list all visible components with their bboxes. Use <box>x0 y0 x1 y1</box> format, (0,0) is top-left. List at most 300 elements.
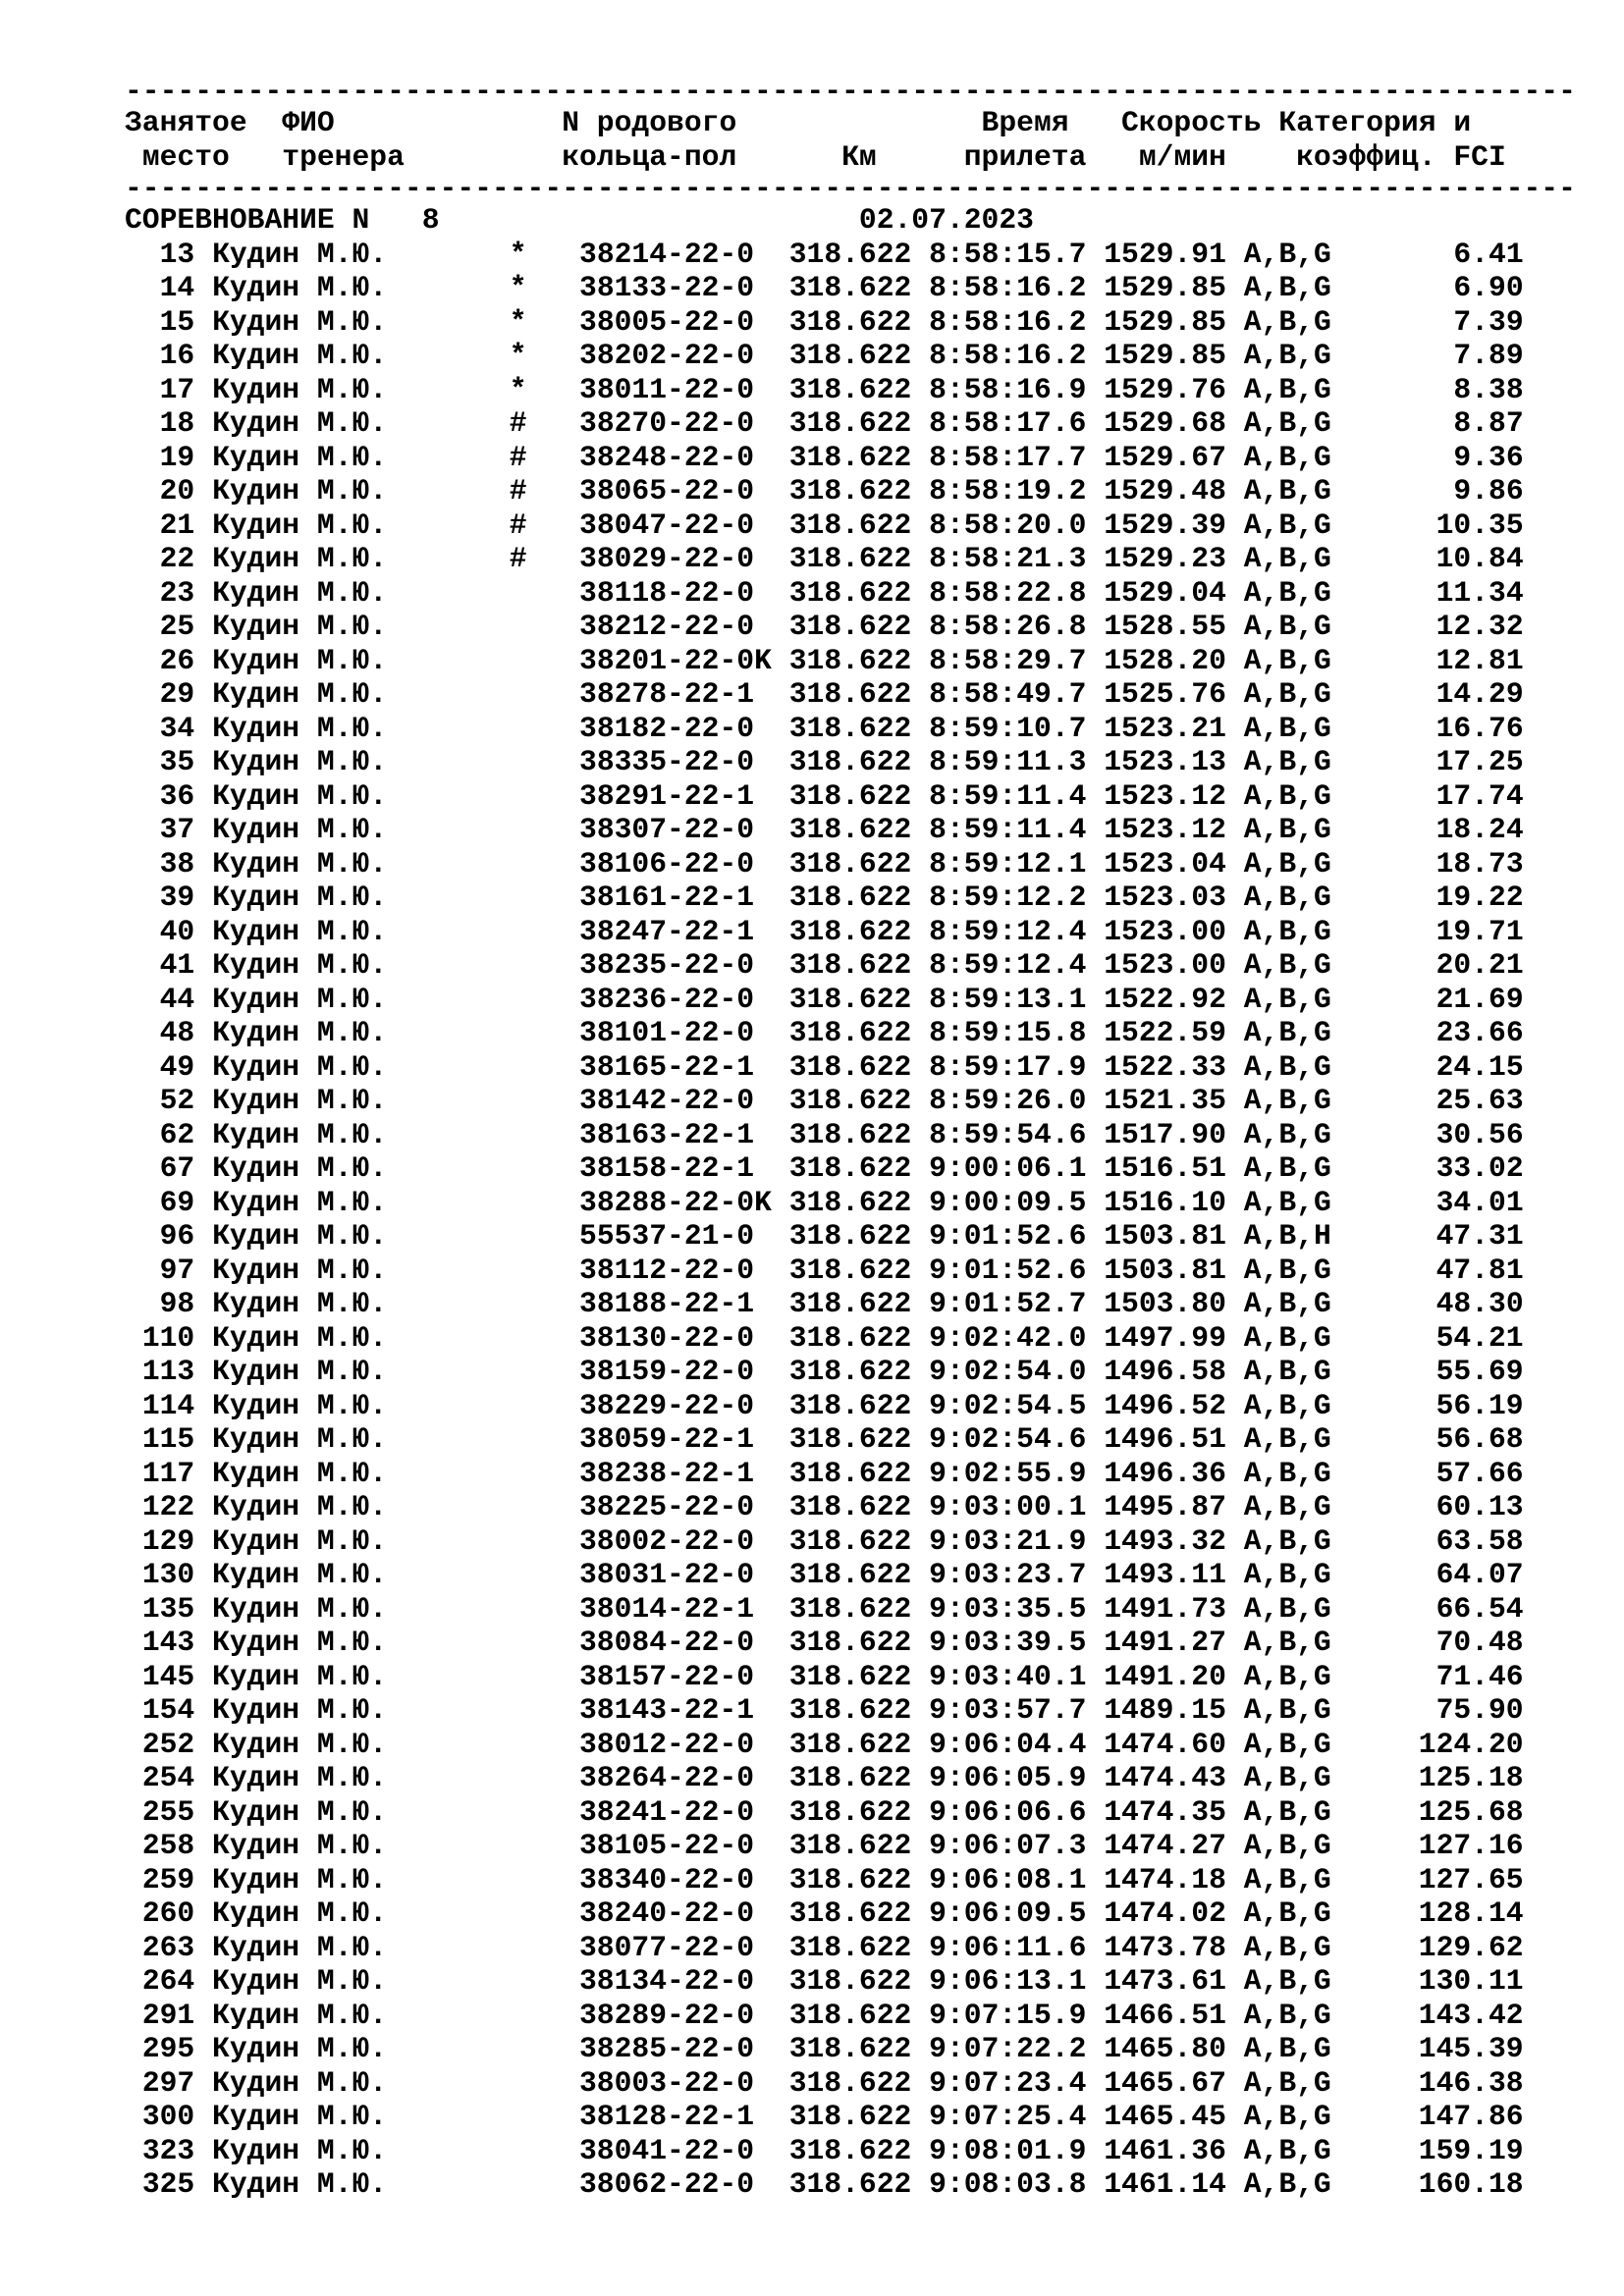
row-time: 8:58:16.2 <box>929 304 1087 339</box>
row-place: 114 <box>141 1388 195 1422</box>
row-ring: 38134-22-0 <box>579 1964 755 1998</box>
row-place: 25 <box>159 610 195 643</box>
header-bottom-rule: ----------------------------------------------------------------------------------- <box>125 172 1576 205</box>
row-speed: 1495.87 <box>1104 1490 1226 1523</box>
row-time: 9:07:22.2 <box>929 2032 1087 2065</box>
row-speed: 1529.85 <box>1104 339 1226 372</box>
row-km: 318.622 <box>788 507 912 542</box>
row-place: 129 <box>141 1523 195 1558</box>
row-km: 318.622 <box>788 542 912 575</box>
row-place: 34 <box>159 711 195 745</box>
row-coach: Кудин М.Ю. <box>212 1422 388 1456</box>
row-km: 318.622 <box>788 474 912 507</box>
row-time: 9:06:07.3 <box>929 1829 1087 1862</box>
row-category: A,B,G <box>1243 2065 1331 2100</box>
row-time: 8:58:19.2 <box>929 474 1087 507</box>
row-time: 8:58:16.9 <box>929 372 1087 406</box>
row-ring: 38289-22-0 <box>579 1998 755 2032</box>
row-coach: Кудин М.Ю. <box>212 677 388 711</box>
row-mark: * <box>509 372 527 406</box>
row-km: 318.622 <box>788 372 912 406</box>
row-km: 318.622 <box>788 2065 912 2100</box>
row-speed: 1529.68 <box>1104 406 1226 440</box>
row-fci: 128.14 <box>1418 1896 1524 1930</box>
row-ring: 38077-22-0 <box>579 1930 755 1964</box>
header-line-2 <box>125 140 1597 175</box>
row-category: A,B,G <box>1243 339 1331 372</box>
row-time: 9:02:54.6 <box>929 1422 1087 1456</box>
table-row <box>125 271 1597 305</box>
row-place: 145 <box>141 1659 195 1693</box>
row-category: A,B,G <box>1243 1117 1331 1151</box>
row-km: 318.622 <box>788 610 912 643</box>
row-place: 13 <box>159 237 195 271</box>
row-ring: 38118-22-0 <box>579 575 755 610</box>
row-km: 318.622 <box>788 1253 912 1287</box>
row-ring: 38201-22-0K <box>579 643 772 677</box>
row-km: 318.622 <box>788 1287 912 1320</box>
row-coach: Кудин М.Ю. <box>212 339 388 372</box>
row-place: 113 <box>141 1355 195 1388</box>
row-place: 264 <box>141 1964 195 1998</box>
row-time: 8:59:12.1 <box>929 846 1087 881</box>
row-km: 318.622 <box>788 982 912 1016</box>
row-time: 9:02:55.9 <box>929 1456 1087 1490</box>
row-category: A,B,G <box>1243 1964 1331 1998</box>
row-km: 318.622 <box>788 2100 912 2133</box>
row-coach: Кудин М.Ю. <box>212 1253 388 1287</box>
table-row <box>125 441 1597 475</box>
table-row <box>125 1186 1597 1220</box>
row-fci: 6.41 <box>1453 237 1524 271</box>
row-speed: 1522.59 <box>1104 1016 1226 1049</box>
row-coach: Кудин М.Ю. <box>212 1320 388 1355</box>
table-row <box>125 1050 1597 1085</box>
row-speed: 1523.00 <box>1104 948 1226 982</box>
row-ring: 38011-22-0 <box>579 372 755 406</box>
row-coach: Кудин М.Ю. <box>212 1084 388 1117</box>
row-ring: 38335-22-0 <box>579 745 755 778</box>
row-time: 9:06:11.6 <box>929 1930 1087 1964</box>
row-coach: Кудин М.Ю. <box>212 1117 388 1151</box>
row-coach: Кудин М.Ю. <box>212 2065 388 2100</box>
row-fci: 25.63 <box>1435 1084 1524 1117</box>
row-mark: # <box>509 440 527 474</box>
row-ring: 38165-22-1 <box>579 1049 755 1084</box>
row-place: 21 <box>159 507 195 542</box>
row-km: 318.622 <box>788 1185 912 1219</box>
row-time: 8:59:10.7 <box>929 711 1087 745</box>
row-ring: 38236-22-0 <box>579 982 755 1016</box>
row-fci: 125.18 <box>1418 1761 1524 1794</box>
row-time: 8:59:11.4 <box>929 778 1087 813</box>
row-speed: 1523.12 <box>1104 813 1226 846</box>
row-ring: 38047-22-0 <box>579 507 755 542</box>
row-time: 8:59:12.4 <box>929 948 1087 982</box>
row-km: 318.622 <box>788 914 912 948</box>
row-coach: Кудин М.Ю. <box>212 1896 388 1930</box>
row-category: A,B,G <box>1243 881 1331 914</box>
row-place: 255 <box>141 1794 195 1829</box>
row-place: 26 <box>159 643 195 677</box>
row-place: 22 <box>159 542 195 575</box>
row-category: A,B,G <box>1243 507 1331 542</box>
row-fci: 63.58 <box>1435 1523 1524 1558</box>
row-fci: 11.34 <box>1435 575 1524 610</box>
table-row <box>125 1626 1597 1660</box>
row-category: A,B,G <box>1243 1355 1331 1388</box>
row-coach: Кудин М.Ю. <box>212 846 388 881</box>
row-speed: 1465.67 <box>1104 2065 1226 2100</box>
table-row <box>125 1389 1597 1423</box>
row-ring: 55537-21-0 <box>579 1219 755 1253</box>
row-fci: 14.29 <box>1435 677 1524 711</box>
row-ring: 38225-22-0 <box>579 1490 755 1523</box>
row-fci: 145.39 <box>1418 2032 1524 2065</box>
table-row <box>125 1287 1597 1321</box>
row-km: 318.622 <box>788 575 912 610</box>
row-km: 318.622 <box>788 1998 912 2032</box>
table-row <box>125 1016 1597 1050</box>
row-place: 29 <box>159 677 195 711</box>
row-coach: Кудин М.Ю. <box>212 914 388 948</box>
row-ring: 38112-22-0 <box>579 1253 755 1287</box>
row-fci: 75.90 <box>1435 1693 1524 1727</box>
row-category: A,B,G <box>1243 1659 1331 1693</box>
row-fci: 129.62 <box>1418 1930 1524 1964</box>
row-place: 300 <box>141 2100 195 2133</box>
table-row <box>125 1863 1597 1897</box>
row-place: 297 <box>141 2065 195 2100</box>
row-km: 318.622 <box>788 440 912 474</box>
col-cat-title: Категория и <box>1278 106 1472 139</box>
row-time: 9:03:35.5 <box>929 1591 1087 1626</box>
row-coach: Кудин М.Ю. <box>212 813 388 846</box>
row-place: 259 <box>141 1862 195 1896</box>
row-fci: 17.25 <box>1435 745 1524 778</box>
row-time: 9:06:13.1 <box>929 1964 1087 1998</box>
row-fci: 12.81 <box>1435 643 1524 677</box>
row-ring: 38247-22-1 <box>579 914 755 948</box>
row-speed: 1466.51 <box>1104 1998 1226 2032</box>
row-time: 9:01:52.7 <box>929 1287 1087 1320</box>
table-row <box>125 1795 1597 1830</box>
row-km: 318.622 <box>788 1964 912 1998</box>
row-speed: 1491.27 <box>1104 1626 1226 1659</box>
row-fci: 24.15 <box>1435 1049 1524 1084</box>
row-speed: 1525.76 <box>1104 677 1226 711</box>
row-ring: 38161-22-1 <box>579 881 755 914</box>
row-fci: 55.69 <box>1435 1355 1524 1388</box>
row-place: 49 <box>159 1049 195 1084</box>
row-speed: 1474.27 <box>1104 1829 1226 1862</box>
row-time: 9:02:42.0 <box>929 1320 1087 1355</box>
col-coach-subtitle: тренера <box>282 139 405 174</box>
row-time: 9:01:52.6 <box>929 1219 1087 1253</box>
row-speed: 1489.15 <box>1104 1693 1226 1727</box>
row-km: 318.622 <box>788 1930 912 1964</box>
row-km: 318.622 <box>788 1422 912 1456</box>
row-place: 14 <box>159 271 195 304</box>
table-row <box>125 1931 1597 1965</box>
row-ring: 38062-22-0 <box>579 2167 755 2201</box>
row-place: 37 <box>159 813 195 846</box>
row-km: 318.622 <box>788 1659 912 1693</box>
row-place: 17 <box>159 372 195 406</box>
row-coach: Кудин М.Ю. <box>212 1388 388 1422</box>
row-ring: 38202-22-0 <box>579 339 755 372</box>
row-category: A,B,G <box>1243 778 1331 813</box>
row-mark: * <box>509 237 527 271</box>
table-row <box>125 305 1597 340</box>
row-category: A,B,G <box>1243 1693 1331 1727</box>
table-row <box>125 915 1597 949</box>
row-ring: 38142-22-0 <box>579 1084 755 1117</box>
row-fci: 8.87 <box>1453 406 1524 440</box>
table-row <box>125 1728 1597 1762</box>
row-time: 9:03:23.7 <box>929 1558 1087 1591</box>
row-ring: 38014-22-1 <box>579 1591 755 1626</box>
row-coach: Кудин М.Ю. <box>212 1727 388 1761</box>
row-coach: Кудин М.Ю. <box>212 440 388 474</box>
row-category: A,B,G <box>1243 1049 1331 1084</box>
row-km: 318.622 <box>788 1558 912 1591</box>
row-fci: 10.84 <box>1435 542 1524 575</box>
competition-number: 8 <box>421 203 440 237</box>
row-coach: Кудин М.Ю. <box>212 1219 388 1253</box>
row-coach: Кудин М.Ю. <box>212 304 388 339</box>
row-time: 9:00:06.1 <box>929 1151 1087 1185</box>
table-row <box>125 2066 1597 2101</box>
row-time: 9:06:06.6 <box>929 1794 1087 1829</box>
row-time: 8:58:49.7 <box>929 677 1087 711</box>
col-cat-subtitle: коэффиц. FCI <box>1296 139 1506 174</box>
row-km: 318.622 <box>788 1016 912 1049</box>
table-row <box>125 881 1597 915</box>
row-fci: 147.86 <box>1418 2100 1524 2133</box>
row-category: A,B,G <box>1243 1829 1331 1862</box>
row-category: A,B,G <box>1243 237 1331 271</box>
row-speed: 1516.10 <box>1104 1185 1226 1219</box>
table-row <box>125 745 1597 779</box>
row-category: A,B,G <box>1243 2100 1331 2133</box>
row-category: A,B,G <box>1243 2133 1331 2167</box>
row-coach: Кудин М.Ю. <box>212 1185 388 1219</box>
row-speed: 1529.23 <box>1104 542 1226 575</box>
row-ring: 38133-22-0 <box>579 271 755 304</box>
row-category: A,B,G <box>1243 813 1331 846</box>
row-place: 154 <box>141 1693 195 1727</box>
row-coach: Кудин М.Ю. <box>212 1964 388 1998</box>
row-fci: 146.38 <box>1418 2065 1524 2100</box>
row-category: A,B,G <box>1243 2032 1331 2065</box>
row-km: 318.622 <box>788 846 912 881</box>
row-place: 40 <box>159 914 195 948</box>
row-time: 8:58:17.7 <box>929 440 1087 474</box>
row-speed: 1516.51 <box>1104 1151 1226 1185</box>
row-ring: 38241-22-0 <box>579 1794 755 1829</box>
row-coach: Кудин М.Ю. <box>212 474 388 507</box>
row-mark: # <box>509 406 527 440</box>
row-category: A,B,G <box>1243 406 1331 440</box>
table-row <box>125 1254 1597 1288</box>
row-time: 8:59:12.2 <box>929 881 1087 914</box>
row-speed: 1474.43 <box>1104 1761 1226 1794</box>
row-category: A,B,G <box>1243 1896 1331 1930</box>
row-ring: 38002-22-0 <box>579 1523 755 1558</box>
row-km: 318.622 <box>788 1084 912 1117</box>
row-time: 9:06:09.5 <box>929 1896 1087 1930</box>
row-speed: 1529.85 <box>1104 304 1226 339</box>
table-row <box>125 339 1597 373</box>
row-coach: Кудин М.Ю. <box>212 372 388 406</box>
row-category: A,B,G <box>1243 948 1331 982</box>
row-fci: 19.71 <box>1435 914 1524 948</box>
row-speed: 1529.48 <box>1104 474 1226 507</box>
row-fci: 16.76 <box>1435 711 1524 745</box>
row-fci: 21.69 <box>1435 982 1524 1016</box>
row-place: 38 <box>159 846 195 881</box>
row-category: A,B,G <box>1243 1253 1331 1287</box>
row-place: 36 <box>159 778 195 813</box>
row-ring: 38182-22-0 <box>579 711 755 745</box>
col-coach-title: ФИО <box>282 106 335 139</box>
table-row <box>125 1490 1597 1524</box>
row-speed: 1521.35 <box>1104 1084 1226 1117</box>
row-km: 318.622 <box>788 1896 912 1930</box>
row-coach: Кудин М.Ю. <box>212 1355 388 1388</box>
header-top-rule: ----------------------------------------------------------------------------------- <box>125 75 1576 108</box>
row-time: 8:59:15.8 <box>929 1016 1087 1049</box>
table-row <box>125 2134 1597 2168</box>
row-km: 318.622 <box>788 948 912 982</box>
row-time: 8:58:29.7 <box>929 643 1087 677</box>
row-coach: Кудин М.Ю. <box>212 1930 388 1964</box>
table-row <box>125 610 1597 644</box>
row-fci: 47.81 <box>1435 1253 1524 1287</box>
row-coach: Кудин М.Ю. <box>212 643 388 677</box>
row-place: 295 <box>141 2032 195 2065</box>
row-place: 69 <box>159 1185 195 1219</box>
row-speed: 1461.14 <box>1104 2167 1226 2201</box>
row-fci: 127.65 <box>1418 1862 1524 1896</box>
row-km: 318.622 <box>788 1626 912 1659</box>
row-fci: 48.30 <box>1435 1287 1524 1320</box>
row-place: 122 <box>141 1490 195 1523</box>
table-row <box>125 847 1597 881</box>
table-row <box>125 779 1597 814</box>
row-speed: 1523.12 <box>1104 778 1226 813</box>
row-place: 62 <box>159 1117 195 1151</box>
row-ring: 38012-22-0 <box>579 1727 755 1761</box>
row-fci: 7.89 <box>1453 339 1524 372</box>
row-speed: 1474.02 <box>1104 1896 1226 1930</box>
row-km: 318.622 <box>788 406 912 440</box>
header-line-1 <box>125 106 1597 140</box>
row-category: A,B,G <box>1243 1388 1331 1422</box>
row-speed: 1497.99 <box>1104 1320 1226 1355</box>
row-speed: 1523.00 <box>1104 914 1226 948</box>
row-km: 318.622 <box>788 304 912 339</box>
row-time: 9:07:15.9 <box>929 1998 1087 2032</box>
competition-date: 02.07.2023 <box>858 203 1034 237</box>
row-speed: 1529.67 <box>1104 440 1226 474</box>
row-category: A,B,G <box>1243 304 1331 339</box>
table-row <box>125 1321 1597 1356</box>
row-time: 9:07:25.4 <box>929 2100 1087 2133</box>
row-ring: 38159-22-0 <box>579 1355 755 1388</box>
row-ring: 38278-22-1 <box>579 677 755 711</box>
row-time: 8:59:54.6 <box>929 1117 1087 1151</box>
table-row <box>125 373 1597 407</box>
row-speed: 1517.90 <box>1104 1117 1226 1151</box>
row-category: A,B,G <box>1243 474 1331 507</box>
row-place: 96 <box>159 1219 195 1253</box>
row-coach: Кудин М.Ю. <box>212 1626 388 1659</box>
row-category: A,B,G <box>1243 1998 1331 2032</box>
row-ring: 38229-22-0 <box>579 1388 755 1422</box>
row-coach: Кудин М.Ю. <box>212 778 388 813</box>
row-place: 16 <box>159 339 195 372</box>
row-km: 318.622 <box>788 778 912 813</box>
table-row <box>125 1118 1597 1152</box>
row-km: 318.622 <box>788 1151 912 1185</box>
row-coach: Кудин М.Ю. <box>212 406 388 440</box>
row-fci: 18.24 <box>1435 813 1524 846</box>
row-time: 8:58:16.2 <box>929 271 1087 304</box>
row-km: 318.622 <box>788 1388 912 1422</box>
row-coach: Кудин М.Ю. <box>212 881 388 914</box>
row-speed: 1493.32 <box>1104 1523 1226 1558</box>
row-ring: 38128-22-1 <box>579 2100 755 2133</box>
row-fci: 34.01 <box>1435 1185 1524 1219</box>
row-ring: 38285-22-0 <box>579 2032 755 2065</box>
row-category: A,B,G <box>1243 1794 1331 1829</box>
row-coach: Кудин М.Ю. <box>212 575 388 610</box>
row-category: A,B,G <box>1243 677 1331 711</box>
row-coach: Кудин М.Ю. <box>212 1049 388 1084</box>
row-time: 9:03:21.9 <box>929 1523 1087 1558</box>
row-place: 143 <box>141 1626 195 1659</box>
row-km: 318.622 <box>788 271 912 304</box>
row-coach: Кудин М.Ю. <box>212 1151 388 1185</box>
row-category: A,B,G <box>1243 914 1331 948</box>
row-time: 9:07:23.4 <box>929 2065 1087 2100</box>
row-fci: 12.32 <box>1435 610 1524 643</box>
row-speed: 1522.92 <box>1104 982 1226 1016</box>
table-row <box>125 1999 1597 2033</box>
row-fci: 127.16 <box>1418 1829 1524 1862</box>
row-category: A,B,G <box>1243 2167 1331 2201</box>
row-ring: 38163-22-1 <box>579 1117 755 1151</box>
row-km: 318.622 <box>788 1117 912 1151</box>
row-km: 318.622 <box>788 1829 912 1862</box>
row-place: 39 <box>159 881 195 914</box>
row-coach: Кудин М.Ю. <box>212 948 388 982</box>
row-fci: 18.73 <box>1435 846 1524 881</box>
row-time: 9:06:05.9 <box>929 1761 1087 1794</box>
row-category: A,B,G <box>1243 711 1331 745</box>
table-row <box>125 1558 1597 1592</box>
row-speed: 1528.20 <box>1104 643 1226 677</box>
row-mark: * <box>509 339 527 372</box>
col-ring-title: N родового <box>562 106 737 139</box>
row-speed: 1491.73 <box>1104 1591 1226 1626</box>
col-speed-subtitle: м/мин <box>1138 139 1226 174</box>
row-fci: 56.68 <box>1435 1422 1524 1456</box>
row-ring: 38240-22-0 <box>579 1896 755 1930</box>
row-category: A,B,G <box>1243 1016 1331 1049</box>
